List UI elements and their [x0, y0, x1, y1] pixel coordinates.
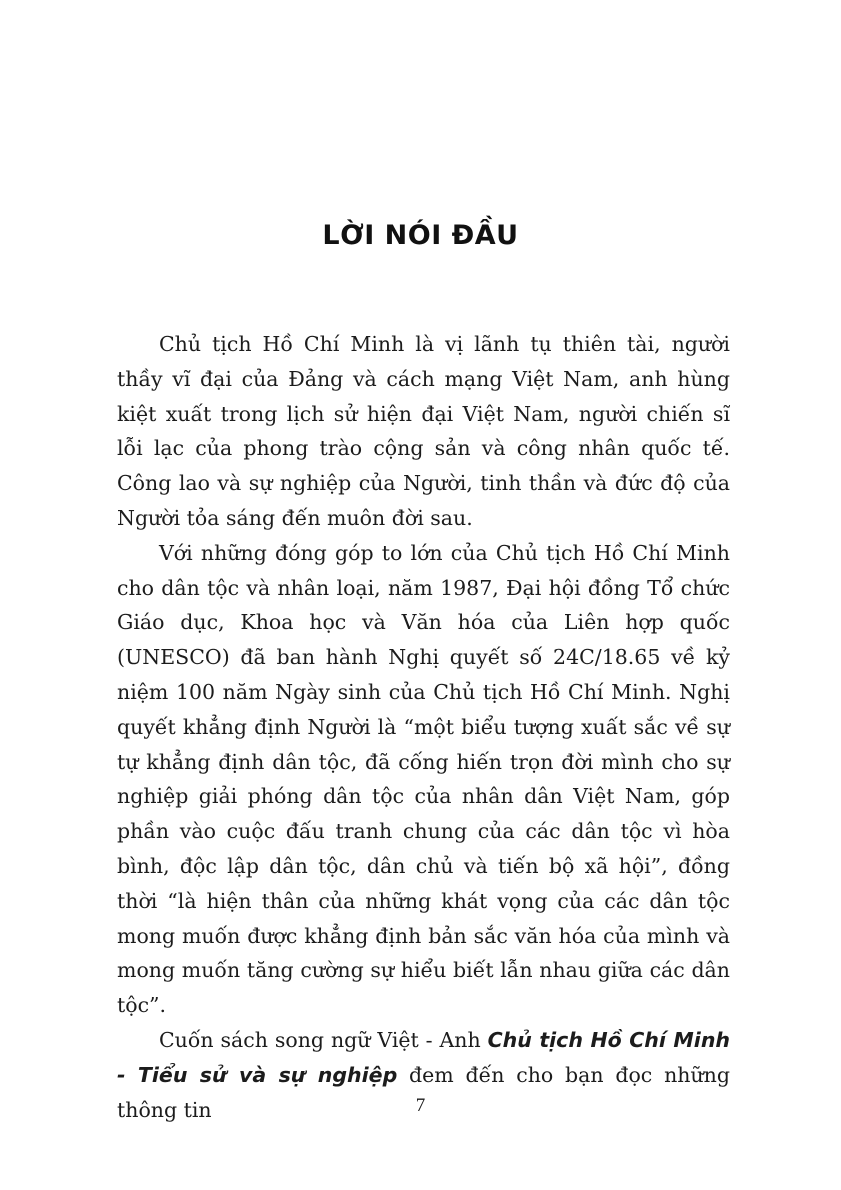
book-title-emphasis: Chủ tịch Hồ Chí Minh - Tiểu sử và sự nghiệp: [117, 1027, 731, 1087]
paragraph-1: Chủ tịch Hồ Chí Minh là vị lãnh tụ thiên tài, người thầy vĩ đại của Đảng và cách mạng Việt Nam, anh hùng kiệt xuất trong lịch sử hiện đại Việt Nam, người chiến sĩ lỗi lạc của phong trào cộng sản và công nhân quốc tế. Công lao và sự nghiệp của Người, tinh thần và đức độ của Người tỏa sáng đến muôn đời sau.: [117, 332, 730, 530]
paragraph-3-tail: đem đến cho bạn đọc những thông tin: [117, 1062, 731, 1122]
page-number: 7: [415, 1095, 426, 1116]
paragraph-2: Với những đóng góp to lớn của Chủ tịch Hồ Chí Minh cho dân tộc và nhân loại, năm 1987, Đại hội đồng Tổ chức Giáo dục, Khoa học và Văn hóa của Liên hợp quốc (UNESCO) đã ban hành Nghị quyết số 24C/18.65 về kỷ niệm 100 năm Ngày sinh của Chủ tịch Hồ Chí Minh. Nghị quyết khẳng định Người là “một biểu tượng xuất sắc về sự tự khẳng định dân tộc, đã cống hiến trọn đời mình cho sự nghiệp giải phóng dân tộc của nhân dân Việt Nam, góp phần vào cuộc đấu tranh chung của các dân tộc vì hòa bình, độc lập dân tộc, dân chủ và tiến bộ xã hội”, đồng thời “là hiện thân của những khát vọng của các dân tộc mong muốn được khẳng định bản sắc văn hóa của mình và mong muốn tăng cường sự hiểu biết lẫn nhau giữa các dân tộc”.: [117, 540, 730, 1018]
body-text: [117, 327, 730, 1127]
paragraph-3-lead: Cuốn sách song ngữ Việt - Anh: [159, 1027, 488, 1052]
page-title: LỜI NÓI ĐẦU: [322, 220, 519, 251]
